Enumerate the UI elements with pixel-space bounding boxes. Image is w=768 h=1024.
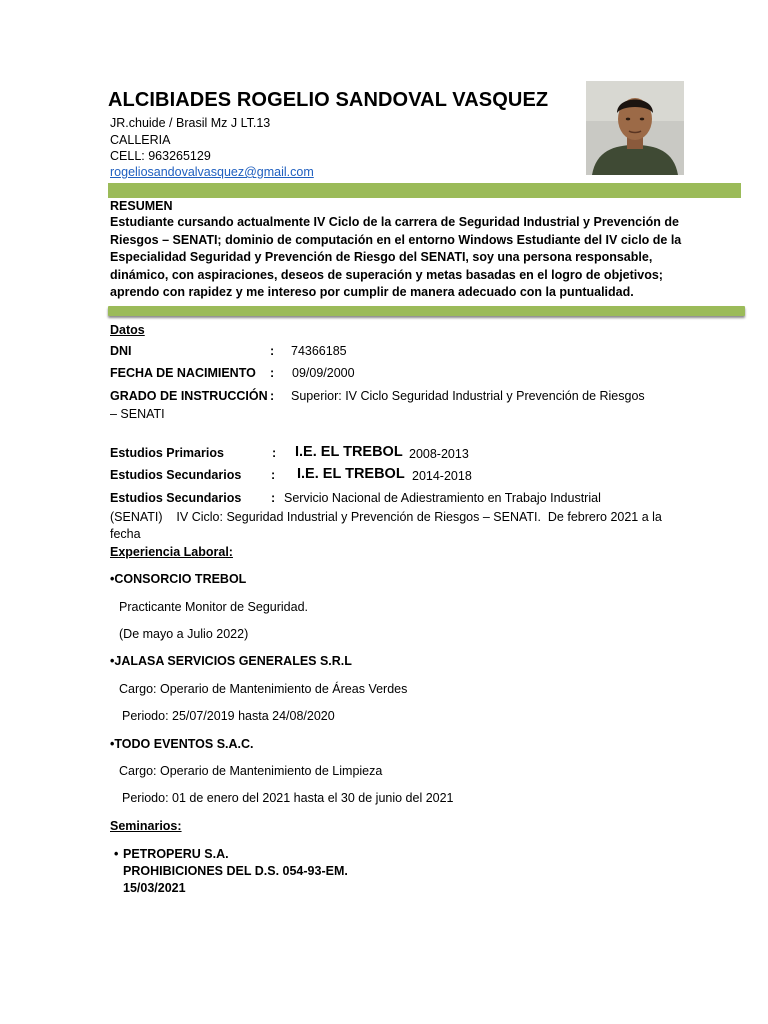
- job-period: Periodo: 01 de enero del 2021 hasta el 30 de junio del 2021: [122, 791, 454, 805]
- grado-value-cont: – SENATI: [110, 407, 165, 421]
- job-role: Practicante Monitor de Seguridad.: [119, 600, 308, 614]
- dni-colon: :: [270, 344, 275, 358]
- seminario-bullet: •: [114, 847, 119, 861]
- secundarios-school: I.E. EL TREBOL: [297, 466, 405, 482]
- resumen-text: [110, 214, 681, 302]
- email-link[interactable]: rogeliosandovalvasquez@gmail.com: [110, 165, 314, 179]
- job-role: Cargo: Operario de Mantenimiento de Limpieza: [119, 764, 383, 778]
- secundarios2-value: Servicio Nacional de Adiestramiento en Trabajo Industrial: [284, 491, 601, 505]
- dni-value: 74366185: [291, 344, 347, 358]
- primarios-colon: :: [272, 446, 277, 460]
- resumen-line: Estudiante cursando actualmente IV Ciclo de la carrera de Seguridad Industrial y Prevención de: [110, 215, 679, 229]
- grado-label: GRADO DE INSTRUCCIÓN: [110, 389, 268, 403]
- datos-title: Datos: [110, 323, 145, 337]
- job-role: Cargo: Operario de Mantenimiento de Áreas Verdes: [119, 682, 408, 696]
- fecha-colon: :: [270, 366, 275, 380]
- secundarios-years: 2014-2018: [412, 469, 472, 483]
- secundarios2-label: Estudios Secundarios: [110, 491, 242, 505]
- seminario-org: PETROPERU S.A.: [123, 847, 229, 861]
- seminario-date: 15/03/2021: [123, 881, 186, 895]
- secundarios-label: Estudios Secundarios: [110, 468, 242, 482]
- accent-bar-middle: [108, 306, 745, 316]
- resumen-line: Especialidad Seguridad y Prevención de Riesgo del SENATI, soy una persona responsable,: [110, 250, 653, 264]
- job-company: •CONSORCIO TREBOL: [110, 572, 247, 586]
- secundarios2-colon: :: [271, 491, 276, 505]
- resumen-line: Riesgos – SENATI; dominio de computación en el entorno Windows Estudiante del IV ciclo de la: [110, 232, 682, 247]
- grado-value: Superior: IV Ciclo Seguridad Industrial y Prevención de Riesgos: [291, 389, 645, 403]
- experiencia-title: Experiencia Laboral:: [110, 545, 233, 559]
- secundarios2-line3: fecha: [110, 527, 141, 541]
- job-period: (De mayo a Julio 2022): [119, 627, 249, 641]
- seminario-topic: PROHIBICIONES DEL D.S. 054-93-EM.: [123, 864, 348, 878]
- job-company: •TODO EVENTOS S.A.C.: [110, 737, 254, 751]
- fecha-label: FECHA DE NACIMIENTO: [110, 366, 256, 380]
- profile-photo: [586, 81, 684, 175]
- fecha-value: 09/09/2000: [292, 366, 355, 380]
- primarios-label: Estudios Primarios: [110, 446, 224, 460]
- person-photo-icon: [586, 81, 684, 175]
- dni-label: DNI: [110, 344, 132, 358]
- city: CALLERIA: [110, 133, 171, 147]
- secundarios-colon: :: [271, 468, 276, 482]
- accent-bar-top: [108, 183, 741, 198]
- address: JR.chuide / Brasil Mz J LT.13: [110, 116, 271, 130]
- full-name: ALCIBIADES ROGELIO SANDOVAL VASQUEZ: [108, 89, 549, 111]
- seminarios-title: Seminarios:: [110, 819, 182, 833]
- job-period: Periodo: 25/07/2019 hasta 24/08/2020: [122, 709, 335, 723]
- grado-colon: :: [270, 389, 275, 403]
- primarios-years: 2008-2013: [409, 447, 469, 461]
- job-company: •JALASA SERVICIOS GENERALES S.R.L: [110, 654, 352, 668]
- resumen-line: aprendo con rapidez y me intereso por cumplir de manera adecuado con la puntualidad.: [110, 285, 634, 299]
- resumen-line: dinámico, con aspiraciones, deseos de superación y metas basadas en el logro de objetivos;: [110, 267, 663, 282]
- primarios-school: I.E. EL TREBOL: [295, 444, 403, 460]
- resumen-title: RESUMEN: [110, 199, 173, 213]
- secundarios2-line2: (SENATI) IV Ciclo: Seguridad Industrial y Prevención de Riesgos – SENATI. De febrero 2021 a la: [110, 510, 662, 524]
- cell-phone: CELL: 963265129: [110, 149, 211, 163]
